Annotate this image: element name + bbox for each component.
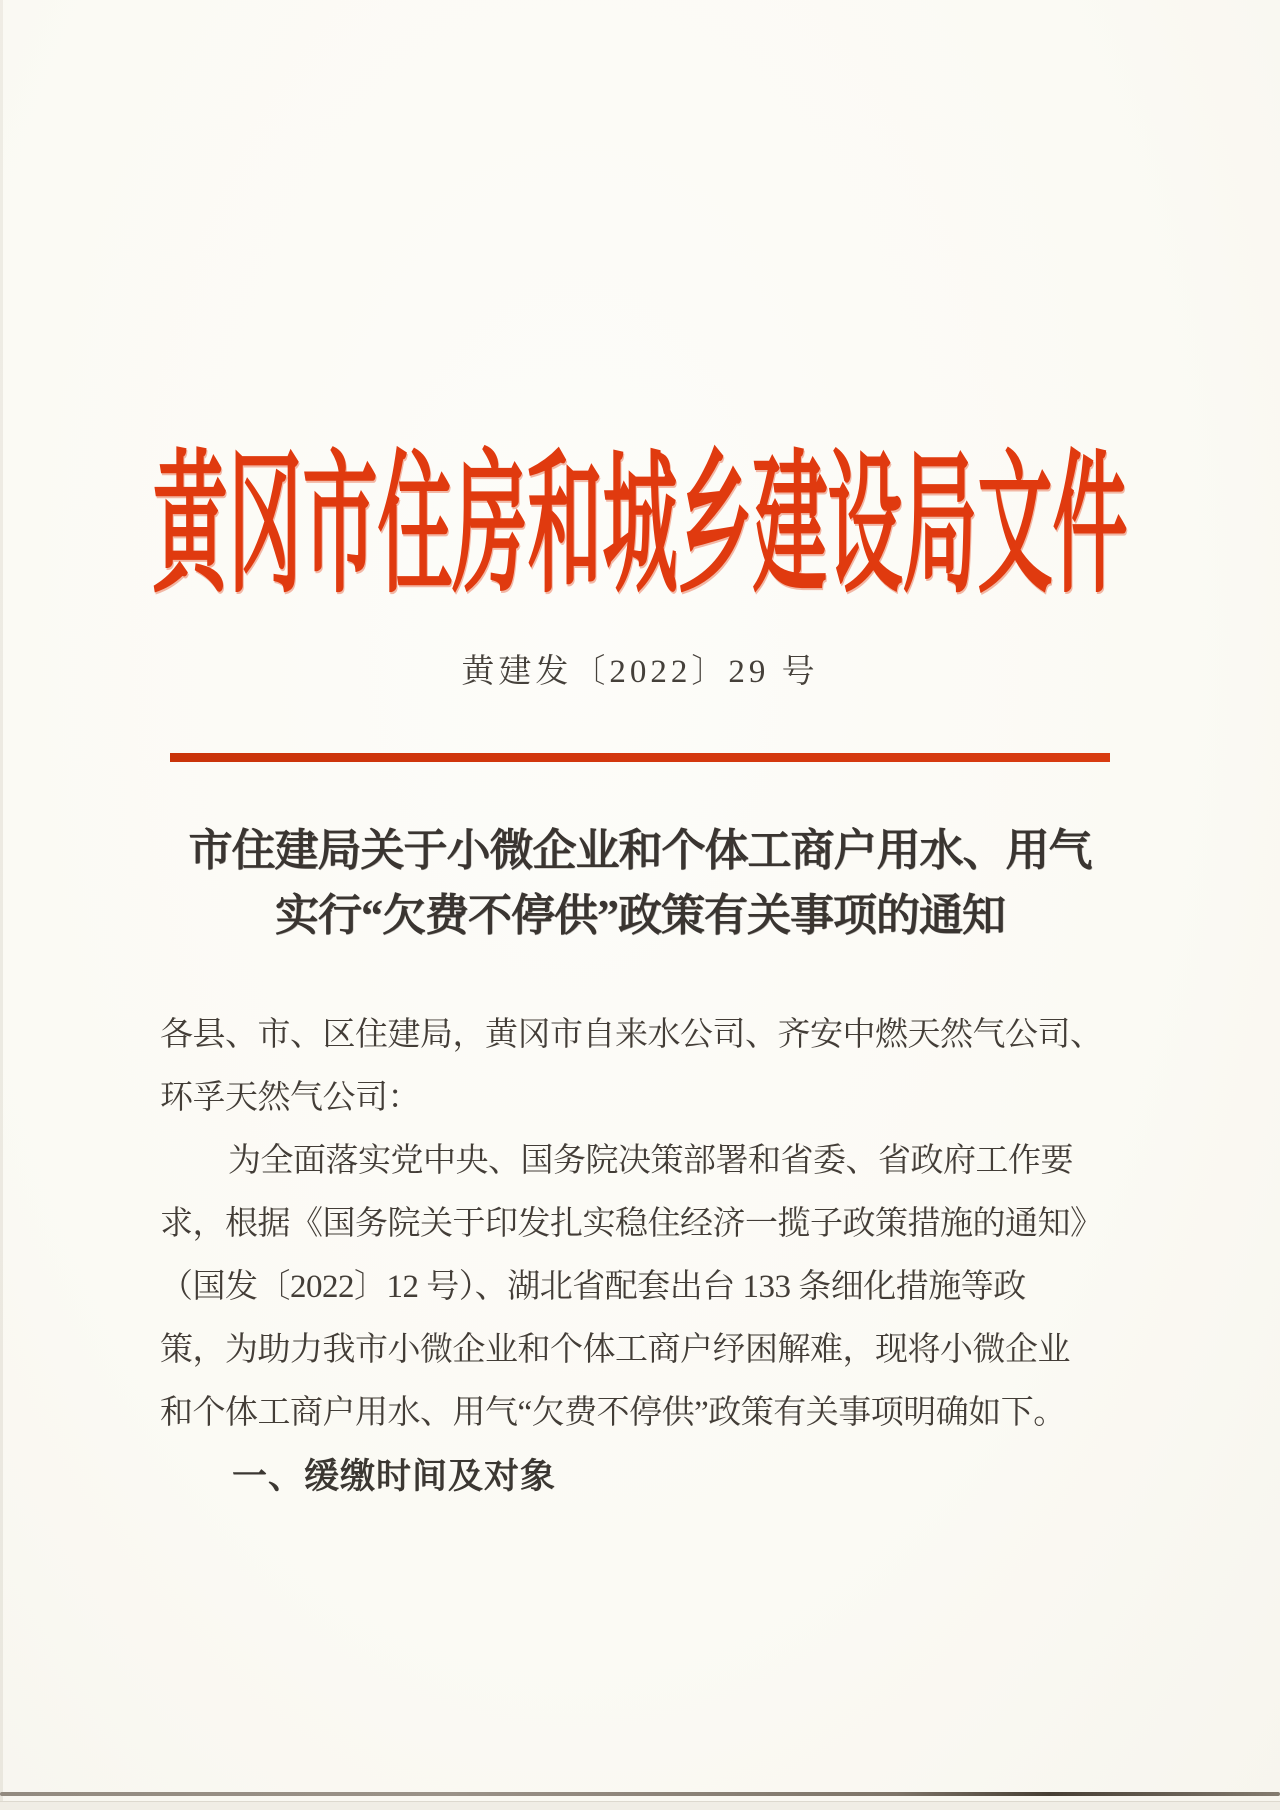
scan-bottom-edge-artifact <box>0 1792 1280 1796</box>
body-line-4: 策，为助力我市小微企业和个体工商户纾困解难，现将小微企业 <box>160 1332 1070 1368</box>
recipients-line-2: 环孚天然气公司： <box>160 1080 420 1116</box>
document-number: 黄建发〔2022〕29 号 <box>461 654 819 690</box>
agency-masthead <box>0 438 1280 616</box>
document-title <box>0 818 1280 948</box>
scan-bottom-band-artifact <box>0 1801 1280 1810</box>
recipients-line-1: 各县、市、区住建局，黄冈市自来水公司、齐安中燃天然气公司、 <box>160 1017 1103 1053</box>
body-line-5: 和个体工商户用水、用气“欠费不停供”政策有关事项明确如下。 <box>160 1395 1066 1431</box>
red-divider-rule <box>170 753 1110 762</box>
document-body <box>160 1004 1160 1508</box>
document-title-line-2: 实行“欠费不停供”政策有关事项的通知 <box>275 891 1005 940</box>
body-line-3: （国发〔2022〕12 号）、湖北省配套出台 133 条细化措施等政 <box>160 1269 1026 1305</box>
section-heading: 一、缓缴时间及对象 <box>232 1457 557 1496</box>
agency-masthead-text: 黄冈市住房和城乡建设局文件 <box>152 441 1128 613</box>
scan-left-edge-artifact <box>0 0 3 1810</box>
body-line-2: 求，根据《国务院关于印发扎实稳住经济一揽子政策措施的通知》 <box>160 1206 1103 1242</box>
body-line-1: 为全面落实党中央、国务院决策部署和省委、省政府工作要 <box>228 1143 1073 1179</box>
document-title-line-1: 市住建局关于小微企业和个体工商户用水、用气 <box>188 826 1092 875</box>
